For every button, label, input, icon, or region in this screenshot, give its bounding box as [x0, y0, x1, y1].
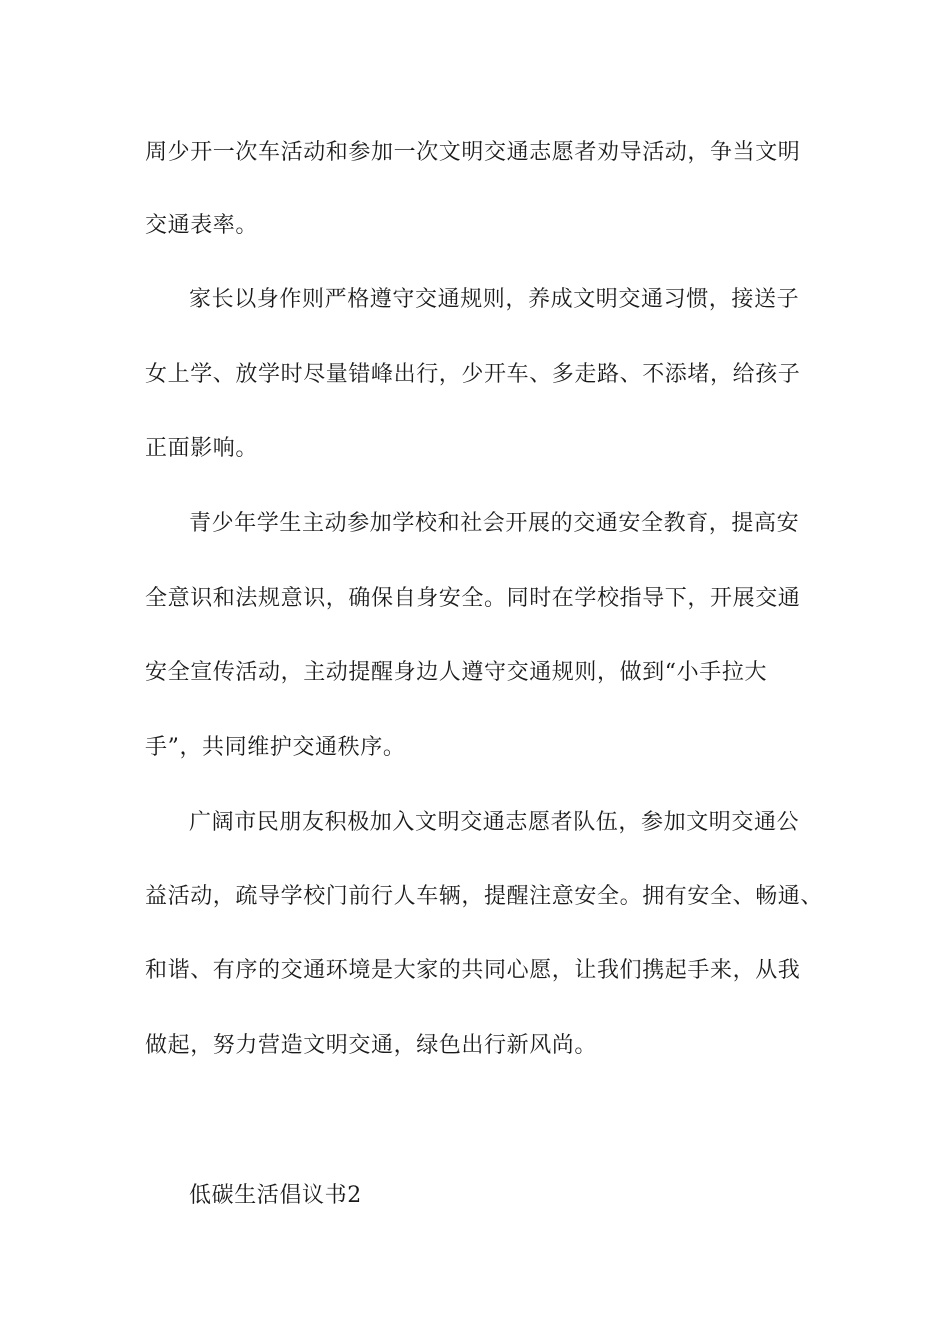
paragraph-2-line-3: 正面影响。: [145, 436, 259, 461]
paragraph-3-line-1: 青少年学生主动参加学校和社会开展的交通安全教育，提高安: [189, 511, 800, 536]
paragraph-4-line-4: 做起，努力营造文明交通，绿色出行新风尚。: [145, 1033, 598, 1058]
paragraph-2-line-1: 家长以身作则严格遵守交通规则，养成文明交通习惯，接送子: [189, 287, 800, 312]
paragraph-3-line-3: 安全宣传活动，主动提醒身边人遵守交通规则，做到“小手拉大: [145, 660, 768, 685]
paragraph-1-line-2: 交通表率。: [145, 213, 259, 238]
section-heading: 低碳生活倡议书2: [189, 1183, 362, 1208]
paragraph-4-line-2: 益活动，疏导学校门前行人车辆，提醒注意安全。拥有安全、畅通、: [145, 884, 824, 909]
paragraph-4-line-1: 广阔市民朋友积极加入文明交通志愿者队伍，参加文明交通公: [189, 810, 800, 835]
paragraph-4-line-3: 和谐、有序的交通环境是大家的共同心愿，让我们携起手来，从我: [145, 958, 801, 983]
paragraph-2-line-2: 女上学、放学时尽量错峰出行，少开车、多走路、不添堵，给孩子: [145, 362, 801, 387]
paragraph-3-line-2: 全意识和法规意识，确保自身安全。同时在学校指导下，开展交通: [145, 586, 801, 611]
paragraph-1-line-1: 周少开一次车活动和参加一次文明交通志愿者劝导活动，争当文明: [145, 140, 801, 165]
paragraph-3-line-4: 手”，共同维护交通秩序。: [145, 735, 406, 760]
